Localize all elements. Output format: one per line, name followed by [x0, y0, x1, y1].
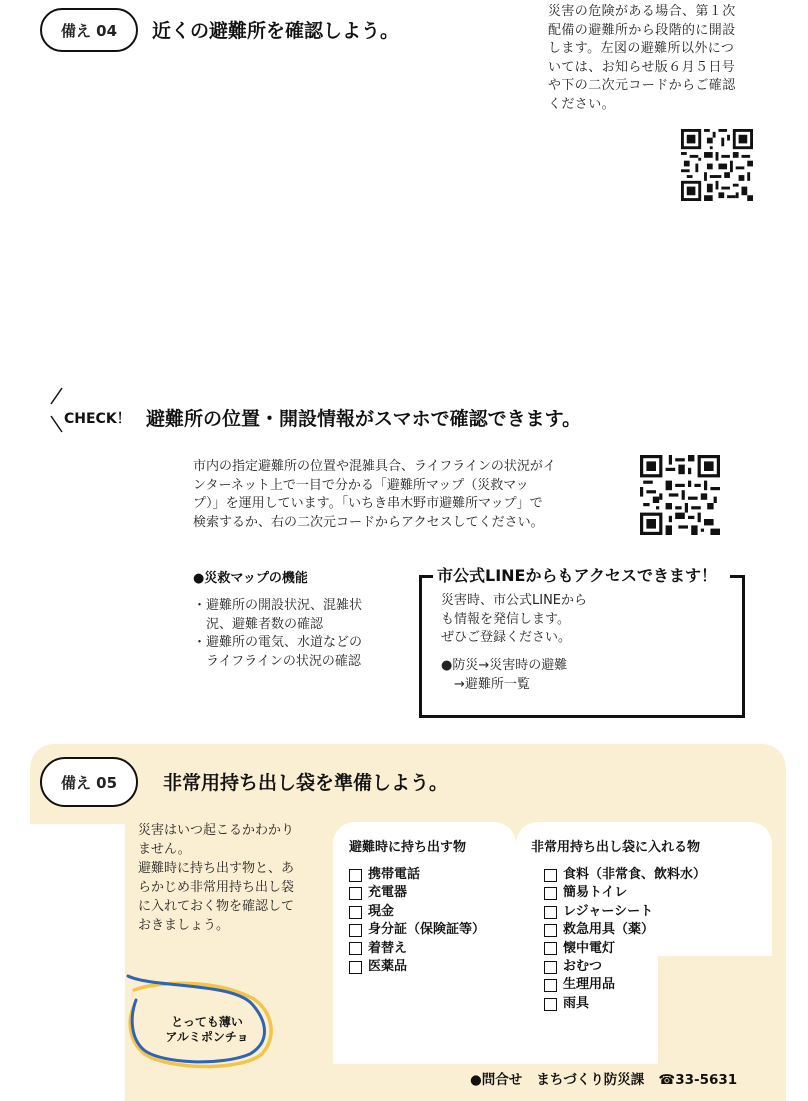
checkbox-icon[interactable] — [349, 924, 362, 937]
checkbox-icon[interactable] — [544, 906, 557, 919]
section-04-badge — [40, 8, 138, 52]
note-line: します。左図の避難所以外につ — [548, 41, 735, 57]
intro-line: 避難時に持ち出す物と、あ — [138, 861, 295, 876]
checkbox-icon[interactable] — [544, 979, 557, 992]
list2-title: 非常用持ち出し袋に入れる物 — [531, 840, 701, 855]
line-box-route — [441, 657, 711, 694]
list-item[interactable] — [544, 976, 706, 994]
check-title: 避難所の位置・開設情報がスマホで確認できます。 — [146, 408, 582, 430]
section-05-badge-text: 備え 05 — [60, 773, 118, 792]
list-item[interactable] — [349, 958, 485, 976]
intro-line: 災害はいつ起こるかわかり — [138, 823, 295, 838]
line-box-top-right-border — [730, 575, 745, 578]
intro-line: に入れておく物を確認して — [138, 899, 295, 914]
note-line: ください。 — [548, 96, 616, 112]
check-body-line: 市内の指定避難所の位置や混雑具合、ライフラインの状況がイ — [193, 459, 556, 474]
list-item-label: 医薬品 — [368, 959, 408, 975]
poncho-label — [153, 1015, 261, 1045]
list-item[interactable] — [349, 866, 485, 884]
list-item[interactable] — [349, 921, 485, 939]
note-line: いては、お知らせ版６月５日号 — [548, 59, 736, 75]
check-label: CHECK！ — [64, 411, 131, 427]
checkbox-icon[interactable] — [544, 924, 557, 937]
contact-prefix: ●問合せ — [470, 1072, 523, 1088]
list-item-label: 携帯電話 — [368, 867, 421, 882]
checkbox-icon[interactable] — [349, 906, 362, 919]
line-box-body-line: 災害時、市公式LINEから — [441, 593, 588, 608]
checkbox-icon[interactable] — [544, 998, 557, 1011]
features-line: ・避難所の電気、水道などの — [193, 635, 363, 650]
list-item-label: おむつ — [563, 959, 603, 975]
features-line: ライフラインの状況の確認 — [193, 653, 361, 669]
note-line: 配備の避難所から段階的に開設 — [548, 22, 736, 38]
list-item[interactable] — [349, 940, 485, 958]
section-05-badge — [40, 757, 138, 807]
check-bracket-icon — [48, 386, 64, 434]
features-title: ●災救マップの機能 — [193, 571, 308, 586]
qr-code-shelters[interactable] — [681, 129, 753, 201]
checkbox-icon[interactable] — [544, 869, 557, 882]
section-05-intro — [138, 821, 328, 935]
checkbox-icon[interactable] — [544, 887, 557, 900]
list-item-label: 現金 — [368, 903, 395, 919]
checkbox-icon[interactable] — [349, 961, 362, 974]
intro-line: ません。 — [138, 842, 191, 857]
list-item-label: 充電器 — [368, 885, 408, 901]
list-item-label: 救急用具（薬） — [563, 922, 655, 938]
poncho-line: アルミポンチョ — [165, 1030, 249, 1044]
note-line: や下の二次元コードからご確認 — [548, 78, 736, 94]
checkbox-icon[interactable] — [544, 942, 557, 955]
list-item[interactable] — [544, 866, 706, 884]
check-body-line: ンターネット上で一目で分かる「避難所マップ（災救マッ — [193, 477, 529, 493]
list-item-label: 雨具 — [563, 995, 590, 1011]
section-04-badge-text: 備え 04 — [60, 21, 118, 40]
list1-items — [349, 866, 485, 976]
list-item[interactable] — [349, 884, 485, 902]
contact-info — [470, 1068, 737, 1088]
line-box-body — [441, 592, 711, 648]
contact-phone[interactable]: ☎33-5631 — [658, 1072, 738, 1088]
features-list — [193, 597, 413, 671]
line-box-title: 市公式LINEからもアクセスできます！ — [437, 566, 717, 585]
checkbox-icon[interactable] — [349, 869, 362, 882]
line-box-route-line: ●防災→災害時の避難 — [441, 658, 568, 673]
note-line: 災害の危険がある場合、第１次 — [548, 4, 736, 19]
features-line: 況、避難者数の確認 — [193, 616, 324, 632]
line-box-route-line: →避難所一覧 — [441, 676, 530, 692]
section-04-title: 近くの避難所を確認しよう。 — [152, 20, 400, 42]
checkbox-icon[interactable] — [349, 887, 362, 900]
qr-code-icon — [681, 129, 753, 201]
list-item-label: レジャーシート — [563, 903, 654, 919]
qr-code-icon — [640, 455, 720, 535]
intro-line: らかじめ非常用持ち出し袋 — [138, 880, 295, 895]
check-body-line: プ）」を運用しています。「いちき串木野市避難所マップ」で — [193, 496, 543, 511]
check-body — [193, 458, 633, 532]
checkbox-icon[interactable] — [349, 942, 362, 955]
list-item[interactable] — [544, 903, 706, 921]
features-line: ・避難所の開設状況、混雑状 — [193, 598, 363, 613]
contact-dept: まちづくり防災課 — [536, 1072, 645, 1088]
list-item[interactable] — [544, 940, 706, 958]
list-item[interactable] — [544, 995, 706, 1013]
qr-code-map[interactable] — [640, 455, 720, 535]
list-item-label: 身分証（保険証等） — [368, 922, 486, 938]
list-item[interactable] — [544, 921, 706, 939]
list-item[interactable] — [349, 903, 485, 921]
list-item-label: 懐中電灯 — [563, 940, 616, 956]
section-04-note — [548, 3, 770, 115]
list-item-label: 簡易トイレ — [563, 885, 628, 901]
check-body-line: 検索するか、右の二次元コードからアクセスしてください。 — [193, 514, 544, 530]
section-05-title: 非常用持ち出し袋を準備しよう。 — [163, 772, 449, 794]
line-box-body-line: も情報を発信します。 — [441, 611, 570, 627]
intro-line: おきましょう。 — [138, 918, 230, 933]
list-item-label: 着替え — [368, 940, 408, 956]
poncho-line: とっても薄い — [171, 1015, 243, 1029]
list-item[interactable] — [544, 958, 706, 976]
list-item-label: 生理用品 — [563, 977, 616, 993]
line-box-top-left-border — [419, 575, 433, 578]
list1-title: 避難時に持ち出す物 — [349, 840, 467, 855]
list-item-label: 食料（非常食、飲料水） — [563, 867, 707, 882]
list2-items — [544, 866, 706, 1013]
list-item[interactable] — [544, 884, 706, 902]
checkbox-icon[interactable] — [544, 961, 557, 974]
line-box-body-line: ぜひご登録ください。 — [441, 630, 572, 645]
